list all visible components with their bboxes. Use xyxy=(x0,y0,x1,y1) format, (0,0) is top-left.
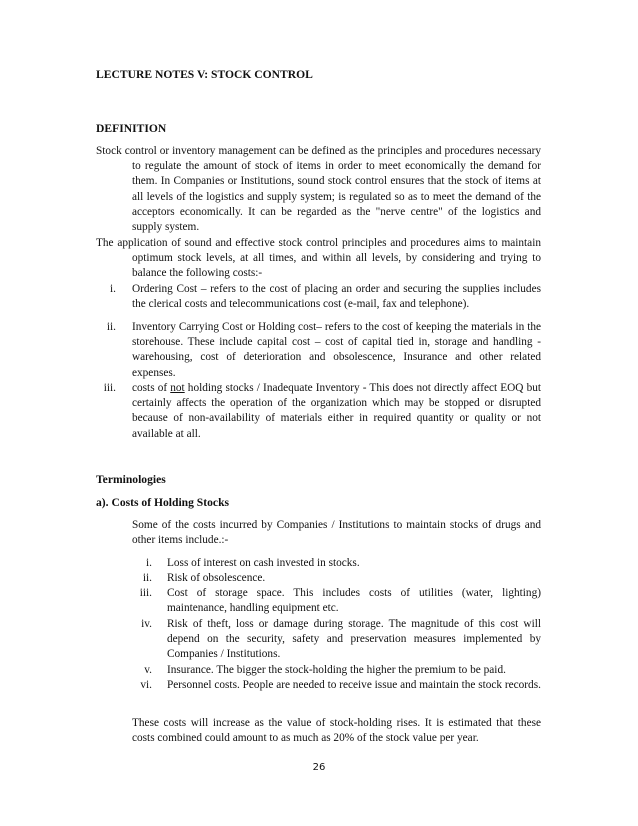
holding-item: Personnel costs. People are needed to receive issue and maintain the stock records. xyxy=(167,679,541,691)
cost-item-number: i. xyxy=(110,283,116,295)
holding-item-number: iv. xyxy=(141,618,152,630)
costs-intro-paragraph: The application of sound and effective stock control principles and procedures aims to maintain optimum stock levels, at all times, and within all levels, by considering and trying to balance the following costs:- xyxy=(96,237,541,280)
page-title: LECTURE NOTES V: STOCK CONTROL xyxy=(96,68,313,81)
holding-costs-subheading: a). Costs of Holding Stocks xyxy=(96,496,230,509)
terminologies-heading: Terminologies xyxy=(96,473,166,486)
cost-item-text-start: costs of xyxy=(132,382,171,394)
underlined-word: not xyxy=(170,382,185,394)
holding-item: Risk of obsolescence. xyxy=(167,572,266,584)
closing-paragraph: These costs will increase as the value of stock-holding rises. It is estimated that these costs combined could amount to as much as 20% of the stock value per year. xyxy=(132,717,541,745)
definition-heading: DEFINITION xyxy=(96,122,167,135)
holding-item-number: vi. xyxy=(140,679,152,691)
holding-item-number: iii. xyxy=(139,587,152,599)
holding-item-number: ii. xyxy=(142,572,152,584)
cost-item-number: ii. xyxy=(106,321,116,333)
cost-item-text-end: holding stocks / Inadequate Inventory - This does not directly affect EOQ but certainly affects the operation of the organization which may be stopped or disrupted because of non-availability of materials either in required quantity or quality or not available at all. xyxy=(132,382,542,440)
holding-item: Loss of interest on cash invested in stocks. xyxy=(167,557,360,569)
holding-item: Cost of storage space. This includes costs of utilities (water, lighting) maintenance, handling equipment etc. xyxy=(167,587,541,615)
holding-item-number: i. xyxy=(146,557,152,569)
holding-item: Insurance. The bigger the stock-holding the higher the premium to be paid. xyxy=(167,664,506,676)
cost-item-not-holding xyxy=(132,381,541,442)
page-number: 26 xyxy=(312,762,326,773)
cost-item-number: iii. xyxy=(103,382,116,394)
holding-item: Risk of theft, loss or damage during storage. The magnitude of this cost will depend on the security, safety and preservation measures implemented by Companies / Institutions. xyxy=(167,618,541,661)
cost-item-ordering: Ordering Cost – refers to the cost of placing an order and securing the supplies includes the clerical costs and telecommunications cost (e-mail, fax and telephone). xyxy=(132,283,541,311)
holding-costs-intro: Some of the costs incurred by Companies / Institutions to maintain stocks of drugs and other items include.:- xyxy=(132,519,541,547)
definition-paragraph: Stock control or inventory management can be defined as the principles and procedures necessary to regulate the amount of stock of items in order to meet economically the demand for them. In Companies or Institutions, sound stock control ensures that the stock of items at all levels of the logistics and supply system; is regulated so as to meet the demand of the acceptors economically. It can be regarded as the "nerve centre" of the logistics and supply system. xyxy=(96,145,541,234)
cost-item-holding: Inventory Carrying Cost or Holding cost– refers to the cost of keeping the materials in the storehouse. These include capital cost – cost of capital tied in, storage and handling - warehousing, cost of deterioration and obsolescence, Insurance and other related expenses. xyxy=(132,321,541,379)
holding-item-number: v. xyxy=(144,664,152,676)
